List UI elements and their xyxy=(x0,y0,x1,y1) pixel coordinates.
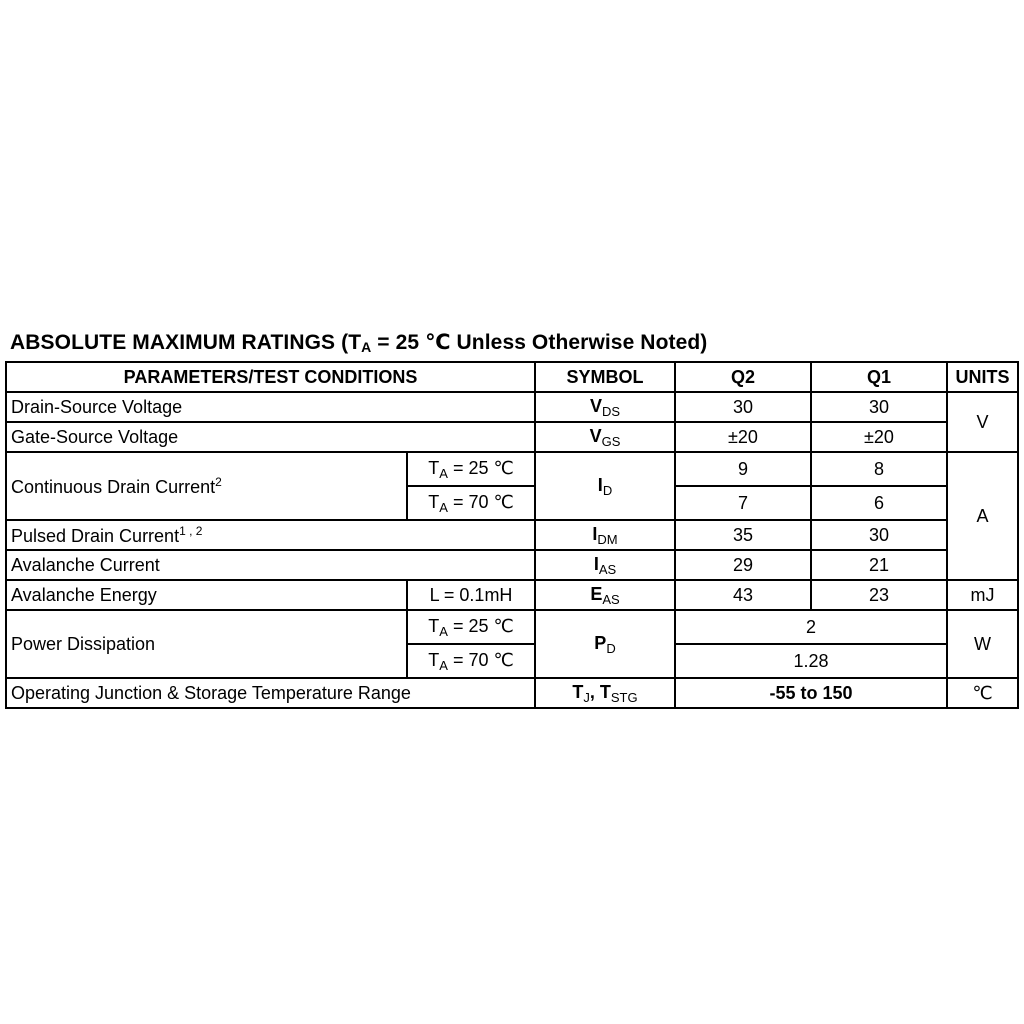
value-temperature-range: -55 to 150 xyxy=(675,678,947,708)
param-continuous-drain-current: Continuous Drain Current$^2$ xyxy=(6,452,407,520)
header-q2: Q2 xyxy=(675,362,811,392)
value-q1: 6 xyxy=(811,486,947,520)
param-temperature-range: Operating Junction & Storage Temperature Range xyxy=(6,678,535,708)
table-row xyxy=(6,452,1018,486)
ratings-table xyxy=(5,361,1019,709)
symbol-pd: $P_D$ xyxy=(535,610,675,678)
value-q2: 9 xyxy=(675,452,811,486)
header-q1: Q1 xyxy=(811,362,947,392)
param-drain-source-voltage: Drain-Source Voltage xyxy=(6,392,535,422)
param-pulsed-drain-current: Pulsed Drain Current$^{1 , 2}$ xyxy=(6,520,535,550)
value-q2: 29 xyxy=(675,550,811,580)
param-avalanche-current: Avalanche Current xyxy=(6,550,535,580)
unit-celsius: ℃ xyxy=(947,678,1018,708)
symbol-id: $I_D$ xyxy=(535,452,675,520)
table-row xyxy=(6,580,1018,610)
condition-ta-25: $T_A = 25$ ℃ xyxy=(407,610,535,644)
condition-inductance: L = 0.1mH xyxy=(407,580,535,610)
value-q1: ±20 xyxy=(811,422,947,452)
unit-amp: A xyxy=(947,452,1018,580)
unit-volt: V xyxy=(947,392,1018,452)
condition-ta-25: $T_A = 25$ ℃ xyxy=(407,452,535,486)
value-q2: 30 xyxy=(675,392,811,422)
value-q2: 43 xyxy=(675,580,811,610)
value-shared: 1.28 xyxy=(675,644,947,678)
header-params: PARAMETERS/TEST CONDITIONS xyxy=(6,362,535,392)
header-symbol: SYMBOL xyxy=(535,362,675,392)
param-avalanche-energy: Avalanche Energy xyxy=(6,580,407,610)
value-q1: 30 xyxy=(811,520,947,550)
table-row xyxy=(6,520,1018,550)
value-q1: 30 xyxy=(811,392,947,422)
unit-millijoule: mJ xyxy=(947,580,1018,610)
header-units: UNITS xyxy=(947,362,1018,392)
symbol-eas: $E_{AS}$ xyxy=(535,580,675,610)
value-q1: 21 xyxy=(811,550,947,580)
symbol-idm: $I_{DM}$ xyxy=(535,520,675,550)
param-gate-source-voltage: Gate-Source Voltage xyxy=(6,422,535,452)
table-row xyxy=(6,392,1018,422)
symbol-tj-tstg: $T_J$, $T_{STG}$ xyxy=(535,678,675,708)
table-row xyxy=(6,678,1018,708)
condition-ta-70: $T_A = 70$ ℃ xyxy=(407,486,535,520)
symbol-vgs: $V_{GS}$ xyxy=(535,422,675,452)
value-q2: 35 xyxy=(675,520,811,550)
table-header-row xyxy=(6,362,1018,392)
table-row xyxy=(6,610,1018,644)
value-q1: 23 xyxy=(811,580,947,610)
value-q2: 7 xyxy=(675,486,811,520)
value-shared: 2 xyxy=(675,610,947,644)
value-q1: 8 xyxy=(811,452,947,486)
table-row xyxy=(6,422,1018,452)
param-power-dissipation: Power Dissipation xyxy=(6,610,407,678)
table-row xyxy=(6,550,1018,580)
symbol-vds: $V_{DS}$ xyxy=(535,392,675,422)
unit-watt: W xyxy=(947,610,1018,678)
condition-ta-70: $T_A = 70$ ℃ xyxy=(407,644,535,678)
page-title: ABSOLUTE MAXIMUM RATINGS ($T_A = 25$ ℃ Unless Otherwise Noted) xyxy=(10,331,708,355)
symbol-ias: $I_{AS}$ xyxy=(535,550,675,580)
value-q2: ±20 xyxy=(675,422,811,452)
